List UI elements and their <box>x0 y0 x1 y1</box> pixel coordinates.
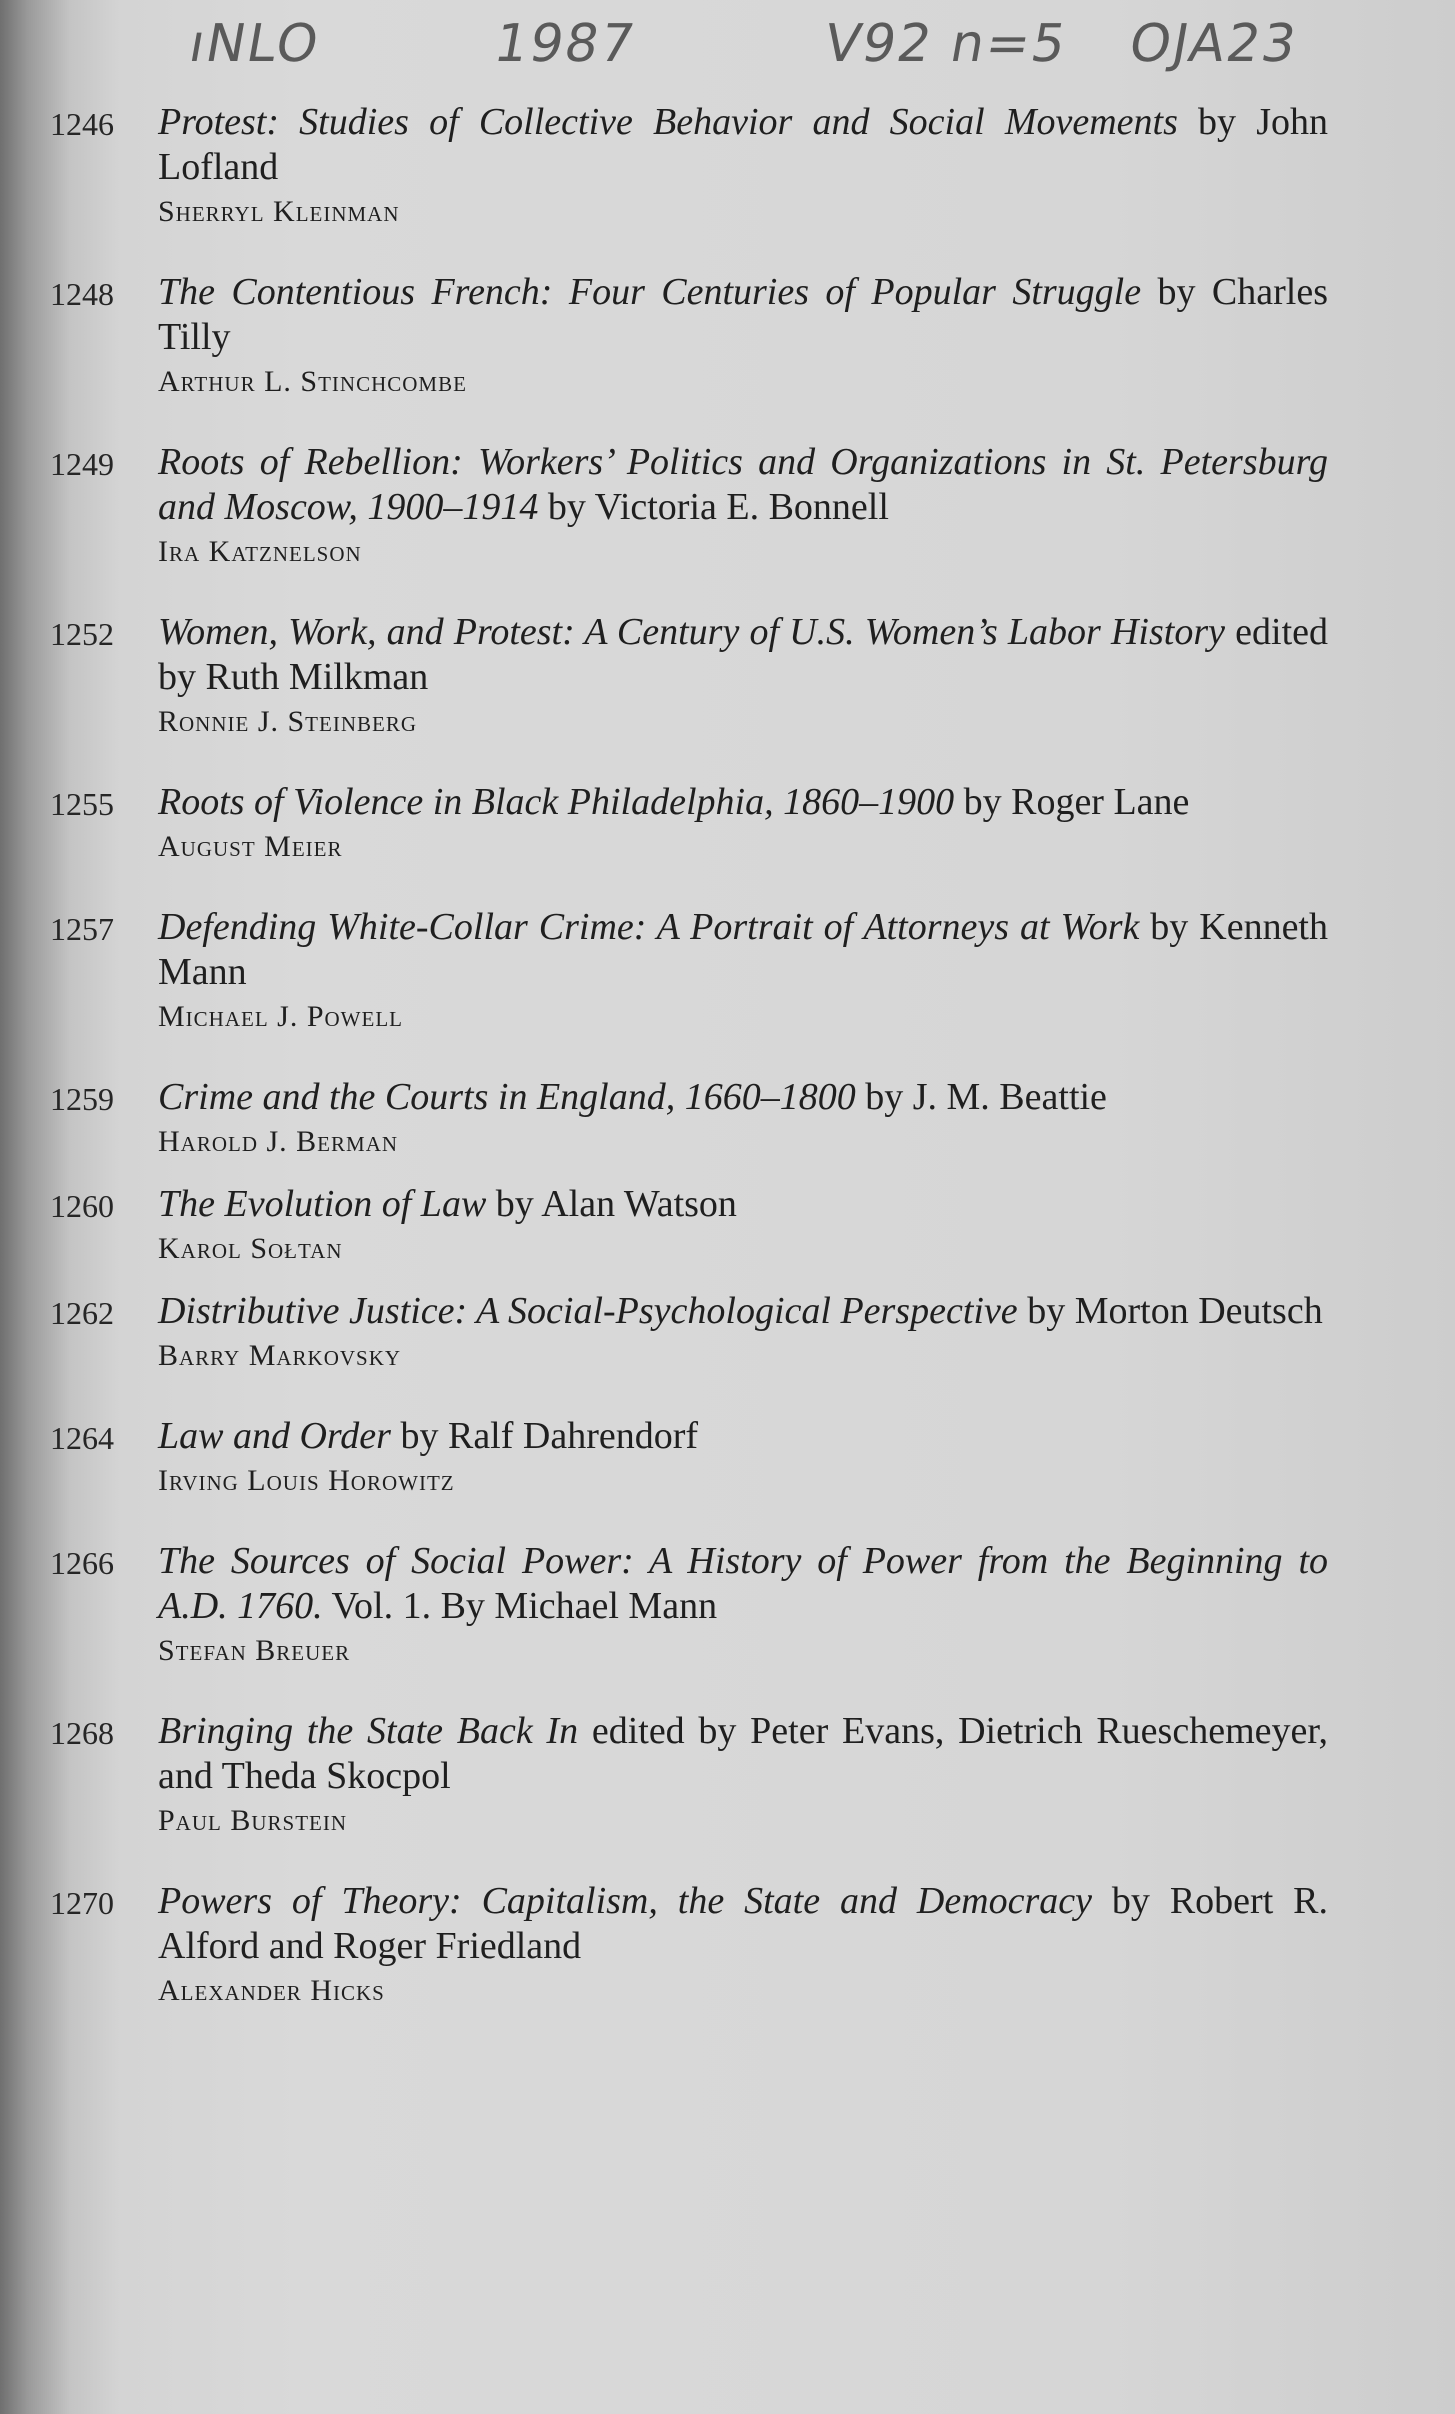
review-entry <box>50 1539 1350 1673</box>
review-entry <box>50 780 1350 869</box>
book-title: Bringing the State Back In <box>158 1710 579 1752</box>
book-citation <box>158 610 1328 700</box>
book-author: by Kenneth Mann <box>158 906 1328 993</box>
reviewer-name: August Meier <box>158 830 343 863</box>
reviewer-name: Karol Sołtan <box>158 1232 343 1265</box>
review-entry <box>50 1709 1350 1843</box>
page-number: 1260 <box>50 1188 114 1224</box>
review-entry <box>50 1289 1350 1378</box>
reviewer-name: Sherryl Kleinman <box>158 195 400 228</box>
page-number: 1262 <box>50 1295 114 1331</box>
book-author: by Roger Lane <box>954 781 1190 823</box>
book-title: Powers of Theory: Capitalism, the State and Democracy <box>158 1880 1093 1922</box>
book-author: by Victoria E. Bonnell <box>538 486 889 528</box>
review-entry <box>50 905 1350 1039</box>
book-citation <box>158 905 1328 995</box>
book-title: Defending White-Collar Crime: A Portrait of Attorneys at Work <box>158 906 1140 948</box>
book-author: by Charles Tilly <box>158 271 1329 358</box>
book-author: by John Lofland <box>158 101 1328 188</box>
reviewer-name: Barry Markovsky <box>158 1339 402 1372</box>
review-entry <box>50 1182 1350 1271</box>
book-author: by Alan Watson <box>486 1183 737 1225</box>
reviewer-name: Ira Katznelson <box>158 535 362 568</box>
book-citation <box>158 440 1328 530</box>
book-citation <box>158 1709 1328 1799</box>
book-title: The Evolution of Law <box>158 1183 487 1225</box>
book-author: by Ralf Dahrendorf <box>390 1415 699 1457</box>
reviewer-name: Arthur L. Stinchcombe <box>158 365 467 398</box>
page-number: 1246 <box>50 106 114 142</box>
book-author: Vol. 1. By Michael Mann <box>322 1585 718 1627</box>
review-entry <box>50 1075 1350 1164</box>
reviewer-name: Stefan Breuer <box>158 1634 351 1667</box>
reviewer-name: Irving Louis Horowitz <box>158 1464 455 1497</box>
reviewer-name: Alexander Hicks <box>158 1974 385 2007</box>
book-title: Women, Work, and Protest: A Century of U.S. Women’s Labor History <box>158 611 1225 653</box>
handwriting-code: OJA23 <box>1124 14 1303 74</box>
page-number: 1255 <box>50 786 114 822</box>
book-title: The Contentious French: Four Centuries of Popular Struggle <box>158 271 1142 313</box>
book-citation <box>158 1414 1328 1459</box>
page-number: 1252 <box>50 616 114 652</box>
review-entry <box>50 1879 1350 2013</box>
book-citation <box>158 780 1328 825</box>
book-title: Protest: Studies of Collective Behavior and Social Movements <box>158 101 1178 143</box>
book-citation <box>158 1182 1328 1227</box>
page-number: 1264 <box>50 1420 114 1456</box>
page-number: 1248 <box>50 276 114 312</box>
book-citation <box>158 1539 1328 1629</box>
book-citation <box>158 270 1328 360</box>
book-author: by Morton Deutsch <box>1017 1290 1323 1332</box>
book-title: Distributive Justice: A Social-Psychological Perspective <box>158 1290 1018 1332</box>
book-author: edited by Ruth Milkman <box>158 611 1328 698</box>
reviewer-name: Harold J. Berman <box>158 1125 399 1158</box>
book-citation <box>158 100 1328 190</box>
review-entry <box>50 100 1350 234</box>
book-author: by Robert R. Alford and Roger Friedland <box>158 1880 1329 1967</box>
handwriting-call-number: ıNLO <box>184 14 325 74</box>
book-title: Roots of Rebellion: Workers’ Politics and Organizations in St. Petersburg and Moscow, 1900–1914 <box>158 441 1328 528</box>
review-entry <box>50 440 1350 574</box>
handwriting-volume: V92 n=5 <box>819 14 1073 74</box>
reviewer-name: Paul Burstein <box>158 1804 348 1837</box>
review-entry <box>50 610 1350 744</box>
handwriting-year: 1987 <box>489 14 641 74</box>
review-entry <box>50 270 1350 404</box>
page-number: 1270 <box>50 1885 114 1921</box>
book-author: edited by Peter Evans, Dietrich Rueschemeyer, and Theda Skocpol <box>158 1710 1328 1797</box>
book-author: by J. M. Beattie <box>855 1076 1107 1118</box>
page-number: 1257 <box>50 911 114 947</box>
page-number: 1249 <box>50 446 114 482</box>
page-number: 1268 <box>50 1715 114 1751</box>
book-citation <box>158 1075 1328 1120</box>
book-citation <box>158 1289 1328 1334</box>
book-title: Crime and the Courts in England, 1660–1800 <box>158 1076 856 1118</box>
handwritten-annotation <box>0 14 1455 84</box>
book-citation <box>158 1879 1328 1969</box>
book-title: Law and Order <box>158 1415 391 1457</box>
book-review-list <box>50 100 1350 2049</box>
reviewer-name: Michael J. Powell <box>158 1000 403 1033</box>
page-number: 1259 <box>50 1081 114 1117</box>
reviewer-name: Ronnie J. Steinberg <box>158 705 418 738</box>
review-entry <box>50 1414 1350 1503</box>
book-title: The Sources of Social Power: A History of Power from the Beginning to A.D. 1760. <box>158 1540 1328 1627</box>
page-number: 1266 <box>50 1545 114 1581</box>
book-title: Roots of Violence in Black Philadelphia, 1860–1900 <box>158 781 955 823</box>
